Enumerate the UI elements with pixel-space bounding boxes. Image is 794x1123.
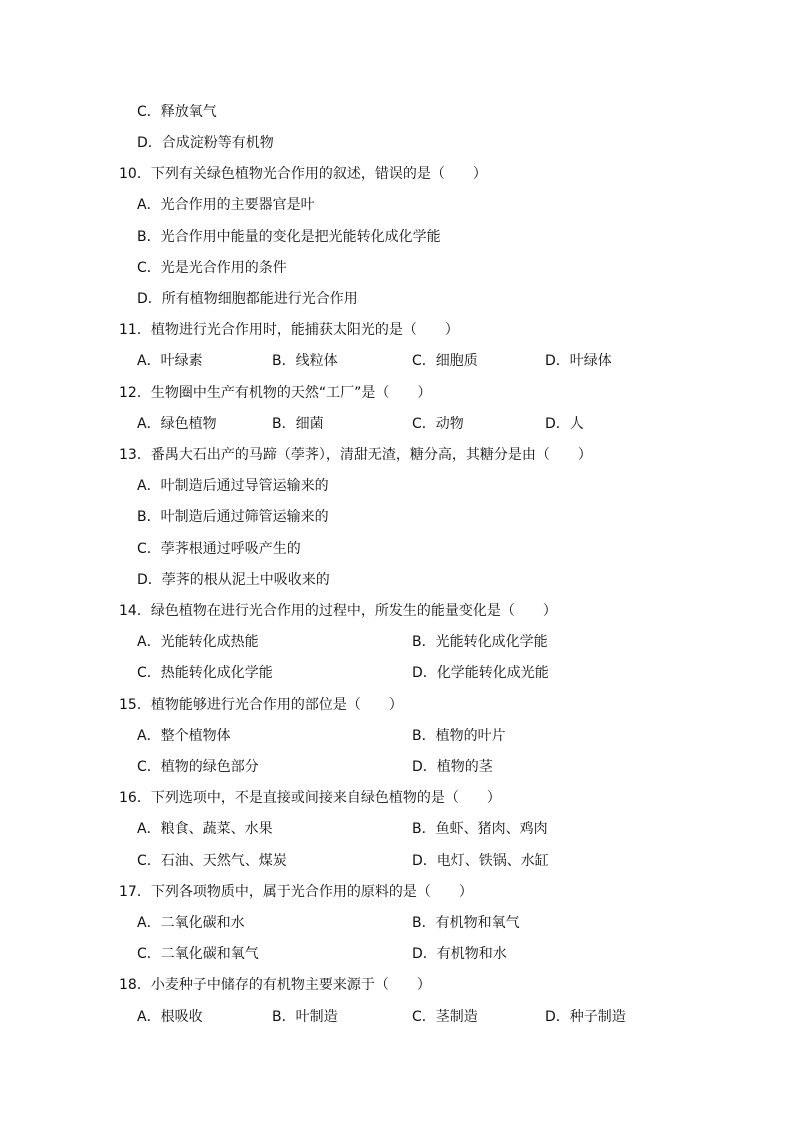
q17-option-c: C．二氧化碳和氧气 [137,946,259,962]
q17-stem: 17．下列各项物质中，属于光合作用的原料的是（ ） [119,884,473,900]
q15-option-b: B．植物的叶片 [412,728,506,744]
q11-option-d: D．叶绿体 [545,353,612,369]
q17-option-b: B．有机物和氧气 [412,915,520,931]
q10-option-d: D．所有植物细胞都能进行光合作用 [137,291,358,307]
q14-option-d: D．化学能转化成光能 [412,665,549,681]
q11-stem: 11．植物进行光合作用时，能捕获太阳光的是（ ） [119,322,459,338]
q18-option-d: D．种子制造 [545,1009,626,1025]
q18-stem: 18．小麦种子中储存的有机物主要来源于（ ） [119,977,431,993]
q13-stem: 13．番禺大石出产的马蹄（荸荠），清甜无渣，糖分高，其糖分是由（ ） [119,447,592,463]
q16-option-b: B．鱼虾、猪肉、鸡肉 [412,821,548,837]
q11-option-b: B．线粒体 [272,353,338,369]
q13-option-a: A．叶制造后通过导管运输来的 [137,478,329,494]
q14-option-b: B．光能转化成化学能 [412,634,548,650]
q14-option-a: A．光能转化成热能 [137,634,259,650]
q17-option-d: D．有机物和水 [412,946,507,962]
q18-option-c: C．茎制造 [412,1009,478,1025]
q11-option-c: C．细胞质 [412,353,478,369]
q15-option-d: D．植物的茎 [412,759,493,775]
q15-stem: 15．植物能够进行光合作用的部位是（ ） [119,697,403,713]
q10-stem: 10．下列有关绿色植物光合作用的叙述，错误的是（ ） [119,166,487,182]
q10-option-b: B．光合作用中能量的变化是把光能转化成化学能 [137,229,441,245]
q16-option-c: C．石油、天然气、煤炭 [137,853,287,869]
q18-option-b: B．叶制造 [272,1009,338,1025]
q12-option-b: B．细菌 [272,416,324,432]
q14-stem: 14．绿色植物在进行光合作用的过程中，所发生的能量变化是（ ） [119,603,557,619]
q12-option-a: A．绿色植物 [137,416,217,432]
q10-option-a: A．光合作用的主要器官是叶 [137,197,315,213]
q16-stem: 16．下列选项中，不是直接或间接来自绿色植物的是（ ） [119,790,501,806]
q10-option-c: C．光是光合作用的条件 [137,260,287,276]
q15-option-c: C．植物的绿色部分 [137,759,259,775]
q9-option-c: C．释放氧气 [137,104,217,120]
q9-option-d: D．合成淀粉等有机物 [137,135,274,151]
q15-option-a: A．整个植物体 [137,728,231,744]
q12-stem: 12．生物圈中生产有机物的天然“工厂”是（ ） [119,385,432,401]
q12-option-d: D．人 [545,416,584,432]
q14-option-c: C．热能转化成化学能 [137,665,273,681]
q13-option-c: C．荸荠根通过呼吸产生的 [137,541,301,557]
q13-option-b: B．叶制造后通过筛管运输来的 [137,509,329,525]
q12-option-c: C．动物 [412,416,464,432]
q13-option-d: D．荸荠的根从泥土中吸收来的 [137,572,330,588]
q16-option-d: D．电灯、铁锅、水缸 [412,853,549,869]
q18-option-a: A．根吸收 [137,1009,203,1025]
q17-option-a: A．二氧化碳和水 [137,915,245,931]
q11-option-a: A．叶绿素 [137,353,203,369]
q16-option-a: A．粮食、蔬菜、水果 [137,821,273,837]
